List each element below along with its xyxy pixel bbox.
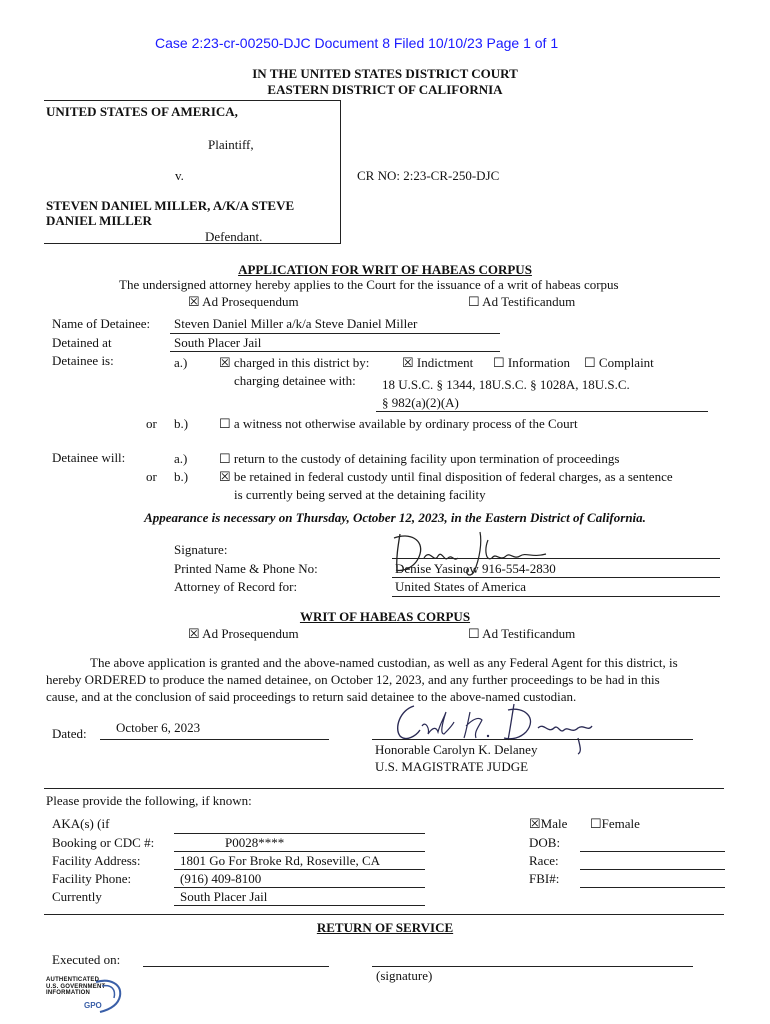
charges-rule xyxy=(376,411,708,412)
currently-rule xyxy=(174,905,425,906)
option-b-label: b.) xyxy=(174,416,189,431)
gpo-logo-line2: U.S. GOVERNMENT xyxy=(46,983,106,990)
race-rule xyxy=(580,869,725,870)
will-b-label: b.) xyxy=(174,469,189,484)
dob-rule xyxy=(580,851,725,852)
or-connector-2: or xyxy=(146,469,157,484)
complaint-checkbox[interactable]: ☐ Complaint xyxy=(584,355,654,370)
race-label: Race: xyxy=(529,853,559,868)
currently-value: South Placer Jail xyxy=(180,889,268,904)
gpo-mark: GPO xyxy=(84,1001,102,1010)
female-checkbox[interactable]: ☐Female xyxy=(590,816,640,831)
return-custody-checkbox[interactable]: ☐ return to the custody of detaining facility upon termination of proceedings xyxy=(219,451,620,466)
defendant-role: Defendant. xyxy=(205,229,263,244)
facility-address-label: Facility Address: xyxy=(52,853,141,868)
dob-label: DOB: xyxy=(529,835,561,850)
app-ad-testificandum-checkbox[interactable]: ☐ Ad Testificandum xyxy=(468,294,576,309)
charged-checkbox[interactable]: ☒ charged in this district by: xyxy=(219,355,370,370)
info-prompt: Please provide the following, if known: xyxy=(46,793,252,808)
info-top-rule xyxy=(44,788,724,789)
judge-signature-rule xyxy=(372,739,693,740)
facility-address-value: 1801 Go For Broke Rd, Roseville, CA xyxy=(180,853,381,868)
booking-value: P0028**** xyxy=(225,835,285,850)
information-checkbox[interactable]: ☐ Information xyxy=(493,355,570,370)
caption-top-rule xyxy=(44,100,341,101)
detained-at-label: Detained at xyxy=(52,335,112,350)
writ-ad-prosequendum-checkbox[interactable]: ☒ Ad Prosequendum xyxy=(188,626,299,641)
dated-value: October 6, 2023 xyxy=(116,720,201,735)
appearance-notice: Appearance is necessary on Thursday, October 12, 2023, in the Eastern District of California. xyxy=(144,510,646,525)
detained-at-rule xyxy=(170,351,500,352)
signature-label: Signature: xyxy=(174,542,228,557)
gpo-eagle-icon xyxy=(88,976,128,1016)
defendant-name-line1: STEVEN DANIEL MILLER, A/K/A STEVE xyxy=(46,198,295,213)
order-text-line2: hereby ORDERED to produce the named detainee, on October 12, 2023, and any further proceedings to be had in this xyxy=(46,672,660,687)
filing-stamp: Case 2:23-cr-00250-DJC Document 8 Filed 10/10/23 Page 1 of 1 xyxy=(155,35,559,51)
dated-label: Dated: xyxy=(52,726,87,741)
writ-title: WRIT OF HABEAS CORPUS xyxy=(299,609,471,624)
attorney-for-label: Attorney of Record for: xyxy=(174,579,298,594)
versus: v. xyxy=(175,168,184,183)
detainee-name-label: Name of Detainee: xyxy=(52,316,151,331)
retained-custody-checkbox[interactable]: ☒ be retained in federal custody until final disposition of federal charges, as a sentence xyxy=(219,469,673,484)
detainee-name-rule xyxy=(170,333,500,334)
return-top-rule xyxy=(44,914,724,915)
return-service-title: RETURN OF SERVICE xyxy=(316,920,454,935)
court-name: IN THE UNITED STATES DISTRICT COURT xyxy=(252,66,518,81)
retained-line2: is currently being served at the detaining facility xyxy=(234,487,486,502)
defendant-name-line2: DANIEL MILLER xyxy=(46,213,152,228)
caption-bottom-rule xyxy=(44,243,341,244)
plaintiff-role: Plaintiff, xyxy=(208,137,254,152)
application-intro: The undersigned attorney hereby applies to the Court for the issuance of a writ of habeas corpus xyxy=(119,277,619,292)
attorney-signature-image xyxy=(388,528,558,580)
attorney-for-value: United States of America xyxy=(395,579,527,594)
indictment-checkbox[interactable]: ☒ Indictment xyxy=(402,355,474,370)
fbi-label: FBI#: xyxy=(529,871,560,886)
charges-line2: § 982(a)(2)(A) xyxy=(382,395,459,410)
facility-phone-value: (916) 409-8100 xyxy=(180,871,262,886)
facility-phone-label: Facility Phone: xyxy=(52,871,132,886)
application-title: APPLICATION FOR WRIT OF HABEAS CORPUS xyxy=(238,262,532,277)
charges-line1: 18 U.S.C. § 1344, 18U.S.C. § 1028A, 18U.S.C. xyxy=(382,377,630,392)
facility-address-rule xyxy=(174,869,425,870)
charging-label: charging detainee with: xyxy=(234,373,356,388)
dated-rule xyxy=(100,739,329,740)
case-number: CR NO: 2:23-CR-250-DJC xyxy=(357,168,500,183)
detained-at-value: South Placer Jail xyxy=(174,335,262,350)
plaintiff-name: UNITED STATES OF AMERICA, xyxy=(46,104,238,119)
detainee-will-label: Detainee will: xyxy=(52,450,126,465)
judge-name: Honorable Carolyn K. Delaney xyxy=(375,742,538,757)
booking-label: Booking or CDC #: xyxy=(52,835,155,850)
detainee-name-value: Steven Daniel Miller a/k/a Steve Daniel Miller xyxy=(174,316,418,331)
app-ad-prosequendum-checkbox[interactable]: ☒ Ad Prosequendum xyxy=(188,294,299,309)
printed-name-value: Denise Yasinow 916-554-2830 xyxy=(395,561,556,576)
attorney-for-rule xyxy=(392,596,720,597)
writ-ad-testificandum-checkbox[interactable]: ☐ Ad Testificandum xyxy=(468,626,576,641)
return-signature-rule xyxy=(372,966,693,967)
currently-label: Currently xyxy=(52,889,102,904)
or-connector-1: or xyxy=(146,416,157,431)
option-a-label: a.) xyxy=(174,355,188,370)
detainee-is-label: Detainee is: xyxy=(52,353,114,368)
male-checkbox[interactable]: ☒Male xyxy=(529,816,568,831)
fbi-rule xyxy=(580,887,725,888)
executed-label: Executed on: xyxy=(52,952,121,967)
order-text-line3: cause, and at the conclusion of said proceedings to return said detainee to the above-named custodian. xyxy=(46,689,577,704)
aka-rule xyxy=(174,833,425,834)
facility-phone-rule xyxy=(174,887,425,888)
order-text-line1: The above application is granted and the above-named custodian, as well as any Federal Agent for this district, is xyxy=(90,655,678,670)
court-district: EASTERN DISTRICT OF CALIFORNIA xyxy=(267,82,503,97)
judge-title: U.S. MAGISTRATE JUDGE xyxy=(375,759,529,774)
will-a-label: a.) xyxy=(174,451,188,466)
caption-divider xyxy=(340,100,341,243)
gpo-logo-line3: INFORMATION xyxy=(46,990,91,996)
printed-name-label: Printed Name & Phone No: xyxy=(174,561,318,576)
return-signature-caption: (signature) xyxy=(376,968,433,983)
witness-checkbox[interactable]: ☐ a witness not otherwise available by ordinary process of the Court xyxy=(219,416,578,431)
booking-rule xyxy=(174,851,425,852)
aka-label: AKA(s) (if xyxy=(52,816,110,831)
gpo-logo-line1: AUTHENTICATED xyxy=(46,977,100,983)
executed-rule xyxy=(143,966,329,967)
